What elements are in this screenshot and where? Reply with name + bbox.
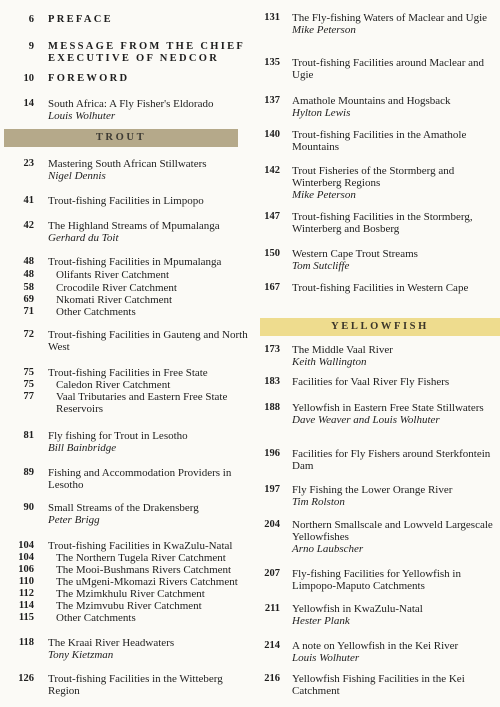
entry-text (292, 568, 496, 592)
entry-author: Bill Bainbridge (48, 442, 117, 454)
page-number: 72 (23, 329, 34, 340)
entry-title: Trout-fishing Facilities in Free State (48, 367, 208, 379)
page-number: 131 (264, 12, 280, 23)
entry-text (292, 603, 496, 627)
entry-text (48, 430, 250, 454)
page-number: 207 (264, 568, 280, 579)
entry-text (48, 612, 250, 624)
entry-text (292, 248, 496, 272)
entry-text (292, 402, 496, 426)
entry-title: Facilities for Vaal River Fly Fishers (292, 376, 450, 388)
entry-title: Olifants River Catchment (56, 269, 170, 281)
entry-text (292, 640, 496, 664)
entry-text (48, 329, 250, 353)
entry-text (292, 12, 496, 36)
entry-title: Other Catchments (56, 306, 136, 318)
page-number: 112 (18, 588, 34, 599)
page-number: 48 (23, 256, 34, 267)
page-number: 110 (18, 576, 34, 587)
entry-text (48, 391, 250, 415)
entry-text (292, 129, 496, 153)
entry-text (292, 448, 496, 472)
entry-author: Tom Sutcliffe (292, 260, 350, 272)
page-number: 140 (264, 129, 280, 140)
page-number: 150 (264, 248, 280, 259)
page-number: 173 (264, 344, 280, 355)
page-number: 216 (264, 673, 280, 684)
entry-title: A note on Yellowfish in the Kei River (292, 640, 459, 652)
entry-title: Fly Fishing the Lower Orange River (292, 484, 453, 496)
entry-author: Arno Laubscher (292, 543, 364, 555)
page-number: 58 (23, 282, 34, 293)
page-number: 89 (23, 467, 34, 478)
entry-text (292, 376, 496, 388)
page-number: 135 (264, 57, 280, 68)
page-number: 71 (23, 306, 34, 317)
page-number: 126 (18, 673, 34, 684)
entry-title: Trout-fishing Facilities in the Amathole Mountains (292, 129, 467, 153)
section-heading: TROUT (4, 129, 238, 147)
entry-title: Trout-fishing Facilities in Gauteng and North West (48, 329, 248, 353)
entry-title: Western Cape Trout Streams (292, 248, 418, 260)
entry-title: MESSAGE FROM THE CHIEF EXECUTIVE OF NEDCOR (48, 41, 245, 64)
page-number: 104 (18, 552, 34, 563)
entry-title: The uMgeni-Mkomazi Rivers Catchment (56, 576, 238, 588)
entry-title: Fly-fishing Facilities for Yellowfish in Limpopo-Maputo Catchments (292, 568, 461, 592)
entry-author: Keith Wallington (292, 356, 367, 368)
entry-title: PREFACE (48, 14, 113, 25)
entry-title: Fly fishing for Trout in Lesotho (48, 430, 188, 442)
entry-author: Nigel Dennis (48, 170, 106, 182)
entry-text (292, 484, 496, 508)
entry-author: Hylton Lewis (292, 107, 351, 119)
entry-text (292, 673, 496, 697)
entry-title: The Mzimkhulu River Catchment (56, 588, 205, 600)
page-number: 69 (23, 294, 34, 305)
entry-text (48, 41, 250, 65)
entry-title: Facilities for Fly Fishers around Sterkfontein Dam (292, 448, 491, 472)
entry-text (292, 57, 496, 81)
entry-title: Trout-fishing Facilities in the Witteberg Region (48, 673, 223, 697)
entry-title: The Highland Streams of Mpumalanga (48, 220, 220, 232)
entry-author: Peter Brigg (48, 514, 100, 526)
page-number: 23 (23, 158, 34, 169)
entry-title: Yellowfish in Eastern Free State Stillwaters (292, 402, 484, 414)
page-number: 42 (23, 220, 34, 231)
entry-title: The Kraai River Headwaters (48, 637, 175, 649)
page-number: 75 (23, 379, 34, 390)
page-number: 118 (18, 637, 34, 648)
page-number: 214 (264, 640, 280, 651)
page-number: 137 (264, 95, 280, 106)
entry-title: The Mooi-Bushmans Rivers Catchment (56, 564, 232, 576)
entry-text (292, 211, 496, 235)
page-number: 10 (23, 73, 34, 84)
entry-title: Nkomati River Catchment (56, 294, 173, 306)
page-number: 115 (18, 612, 34, 623)
page-number: 142 (264, 165, 280, 176)
entry-title: The Mzimvubu River Catchment (56, 600, 202, 612)
entry-title: Amathole Mountains and Hogsback (292, 95, 451, 107)
entry-text (48, 673, 250, 697)
entry-title: Trout-fishing Facilities around Maclear and Ugie (292, 57, 485, 81)
entry-text (48, 73, 250, 85)
entry-text (48, 637, 250, 661)
page-number: 75 (23, 367, 34, 378)
entry-text (48, 158, 250, 182)
entry-title: Vaal Tributaries and Eastern Free State Reservoirs (56, 391, 228, 415)
entry-text (292, 95, 496, 119)
entry-text (48, 600, 250, 612)
entry-text (292, 282, 496, 294)
page-number: 48 (23, 269, 34, 280)
page-number: 188 (264, 402, 280, 413)
entry-title: Trout-fishing Facilities in the Stormberg, Winterberg and Bosberg (292, 211, 473, 235)
page-number: 9 (28, 41, 34, 52)
entry-text (48, 98, 250, 122)
page-number: 196 (264, 448, 280, 459)
entry-title: Trout Fisheries of the Stormberg and Winterberg Regions (292, 165, 455, 189)
entry-text (48, 379, 250, 391)
section-heading: YELLOWFISH (260, 318, 500, 336)
entry-title: Trout-fishing Facilities in Western Cape (292, 282, 469, 294)
entry-title: Fishing and Accommodation Providers in Lesotho (48, 467, 232, 491)
page-number: 106 (18, 564, 34, 575)
entry-author: Gerhard du Toit (48, 232, 119, 244)
entry-title: Northern Smallscale and Lowveld Largescale Yellowfishes (292, 519, 493, 543)
entry-title: South Africa: A Fly Fisher's Eldorado (48, 98, 214, 110)
entry-text (48, 552, 250, 564)
page-number: 104 (18, 540, 34, 551)
entry-text (48, 576, 250, 588)
entry-title: Trout-fishing Facilities in Limpopo (48, 195, 204, 207)
entry-title: Trout-fishing Facilities in Mpumalanga (48, 256, 222, 268)
entry-author: Louis Wolhuter (292, 652, 360, 664)
entry-text (292, 519, 496, 555)
page-number: 14 (23, 98, 34, 109)
entry-text (48, 588, 250, 600)
entry-text (48, 367, 250, 379)
entry-author: Louis Wolhuter (48, 110, 116, 122)
page-number: 6 (28, 14, 34, 25)
entry-title: Yellowfish Fishing Facilities in the Kei Catchment (292, 673, 465, 697)
entry-text (48, 14, 250, 26)
entry-text (48, 195, 250, 207)
entry-text (48, 502, 250, 526)
entry-text (48, 220, 250, 244)
entry-title: FOREWORD (48, 73, 130, 84)
page-number: 90 (23, 502, 34, 513)
page-number: 81 (23, 430, 34, 441)
entry-text (292, 344, 496, 368)
entry-title: Small Streams of the Drakensberg (48, 502, 199, 514)
page-number: 147 (264, 211, 280, 222)
entry-author: Mike Peterson (292, 24, 356, 36)
entry-text (48, 294, 250, 306)
page-number: 204 (264, 519, 280, 530)
entry-title: Mastering South African Stillwaters (48, 158, 207, 170)
entry-title: Yellowfish in KwaZulu-Natal (292, 603, 423, 615)
entry-title: The Northern Tugela River Catchment (56, 552, 226, 564)
entry-text (292, 165, 496, 201)
entry-author: Hester Plank (292, 615, 350, 627)
page-number: 211 (264, 603, 280, 614)
entry-text (48, 282, 250, 294)
entry-text (48, 269, 250, 281)
entry-text (48, 564, 250, 576)
entry-title: Caledon River Catchment (56, 379, 171, 391)
page-number: 77 (23, 391, 34, 402)
page-number: 167 (264, 282, 280, 293)
page-number: 197 (264, 484, 280, 495)
entry-text (48, 306, 250, 318)
entry-text (48, 467, 250, 491)
entry-title: The Fly-fishing Waters of Maclear and Ugie (292, 12, 488, 24)
entry-author: Dave Weaver and Louis Wolhuter (292, 414, 440, 426)
entry-text (48, 540, 250, 552)
entry-author: Tony Kietzman (48, 649, 114, 661)
entry-text (48, 256, 250, 268)
page-number: 41 (23, 195, 34, 206)
entry-title: Trout-fishing Facilities in KwaZulu-Natal (48, 540, 233, 552)
entry-author: Mike Peterson (292, 189, 356, 201)
entry-title: The Middle Vaal River (292, 344, 393, 356)
page-number: 183 (264, 376, 280, 387)
entry-title: Crocodile River Catchment (56, 282, 177, 294)
page-number: 114 (18, 600, 34, 611)
entry-title: Other Catchments (56, 612, 136, 624)
entry-author: Tim Rolston (292, 496, 345, 508)
